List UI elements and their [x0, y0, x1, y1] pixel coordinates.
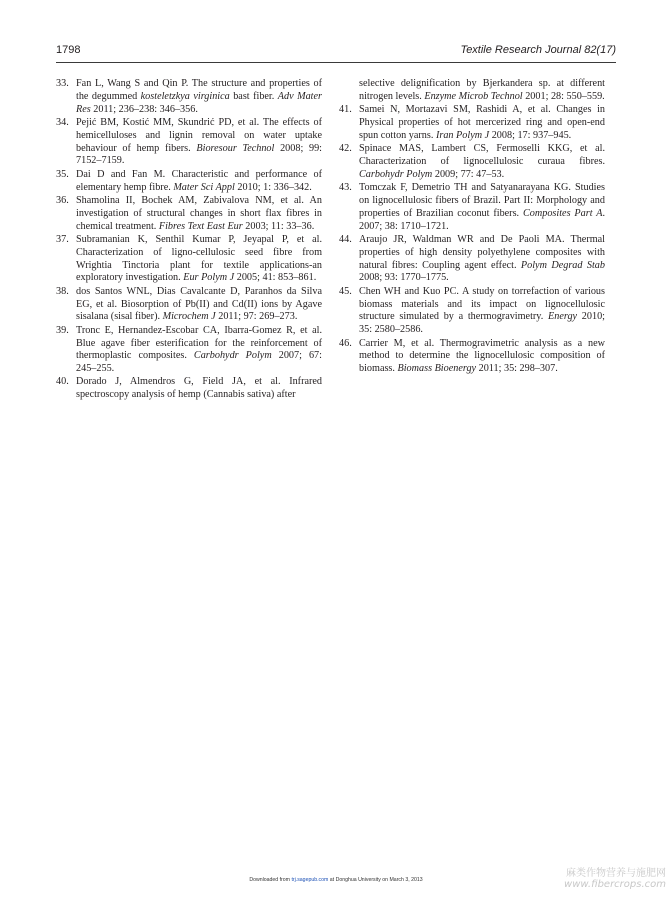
reference-journal: Adv Mater Res — [76, 90, 322, 115]
reference-journal: Carbohydr Polym — [193, 350, 272, 362]
reference-entry — [56, 78, 322, 116]
reference-entry — [339, 182, 605, 233]
reference-text: 2011; 35: 298–307. — [476, 363, 558, 375]
reference-text: . 2007; 38: 1710–1721. — [359, 207, 605, 232]
reference-journal: Carbohydr Polym — [359, 168, 433, 180]
reference-text: selective delignification by Bjerkandera sp. at different nitrogen levels. — [359, 78, 605, 102]
reference-text: Carrier M, et al. Thermogravimetric analysis as a new method to determine the lignocellulosic composition of biomass. — [359, 337, 605, 375]
reference-number: 35. — [56, 168, 69, 180]
page-number: 1798 — [56, 44, 81, 56]
footer-prefix: Downloaded from — [249, 877, 292, 883]
reference-journal: Eur Polym J — [183, 272, 235, 284]
header-rule — [56, 62, 616, 63]
reference-text: 2003; 11: 33–36. — [242, 220, 315, 232]
reference-text: Chen WH and Kuo PC. A study on torrefaction of various biomass materials and its impact on lignocellulosic structure simulated by a thermogravimetry. — [359, 285, 605, 323]
reference-text: Spinace MAS, Lambert CS, Fermoselli KKG, et al. Characterization of lignocellulosic curaua fibres. — [359, 143, 605, 167]
reference-number: 40. — [56, 376, 69, 388]
reference-number: 41. — [339, 104, 352, 116]
reference-text: 2010; 1: 336–342. — [234, 181, 312, 193]
running-header — [56, 44, 616, 60]
reference-entry — [56, 286, 322, 324]
reference-text: 2001; 28: 550–559. — [522, 90, 605, 102]
reference-number: 42. — [339, 143, 352, 155]
reference-entry — [339, 338, 605, 376]
reference-entry — [339, 104, 605, 142]
reference-number: 46. — [339, 337, 352, 349]
reference-journal: Bioresour Technol — [196, 142, 275, 154]
reference-entry — [339, 143, 605, 181]
reference-text: Shamolina II, Bochek AM, Zabivalova NM, et al. An investigation of structural changes in short flax fibres in chemical treatment. — [76, 194, 322, 232]
reference-text: Tronc E, Hernandez-Escobar CA, Ibarra-Gomez R, et al. Blue agave fiber esterification for the reinforcement of thermoplastic composites. — [76, 324, 322, 362]
reference-text: Subramanian K, Senthil Kumar P, Jeyapal P, et al. Characterization of ligno-cellulosic seed fibre from Wrightia Tinctoria plant for textile applications-an exploratory investigation. — [76, 233, 322, 284]
reference-number: 43. — [339, 182, 352, 194]
reference-text: 2010; 35: 2580–2586. — [359, 311, 605, 336]
journal-title: Textile Research Journal 82(17) — [460, 44, 616, 56]
reference-text: 2007; 67: 245–255. — [76, 350, 322, 375]
reference-text: 2008; 99: 7152–7159. — [76, 142, 322, 167]
reference-number: 38. — [56, 285, 69, 297]
reference-number: 36. — [56, 194, 69, 206]
reference-text: Fan L, Wang S and Qin P. The structure and properties of the degummed — [76, 78, 322, 102]
reference-text: Araujo JR, Waldman WR and De Paoli MA. Thermal properties of high density polyethylene composites with natural fibres: Coupling agent effect. — [359, 233, 605, 271]
reference-text: 2008; 17: 937–945. — [489, 129, 572, 141]
reference-text: dos Santos WNL, Dias Cavalcante D, Paranhos da Silva EG, et al. Biosorption of Pb(II) and Cd(II) ions by Agave sisalana (sisal fiber). — [76, 285, 322, 323]
reference-entry — [339, 78, 605, 104]
reference-journal: Polym Degrad Stab — [520, 259, 605, 271]
reference-number: 34. — [56, 116, 69, 128]
reference-number: 37. — [56, 233, 69, 245]
reference-text: Pejić BM, Kostić MM, Skundrić PD, et al. The effects of hemicelluloses and lignin removal on water uptake behaviour of hemp fibers. — [76, 116, 322, 154]
reference-journal: Iran Polym J — [435, 129, 490, 141]
reference-text: Samei N, Mortazavi SM, Rashidi A, et al. Changes in Physical properties of hot mercerized ring and open-end spun cotton yarns. — [359, 104, 605, 141]
footer-link[interactable]: trj.sagepub.com — [291, 877, 329, 883]
reference-entry — [56, 117, 322, 168]
reference-text: 2009; 77: 47–53. — [432, 168, 505, 180]
reference-entry — [56, 234, 322, 285]
reference-journal: Enzyme Microb Technol — [424, 90, 523, 102]
reference-entry — [56, 169, 322, 195]
reference-number: 39. — [56, 324, 69, 336]
reference-journal: Mater Sci Appl — [173, 181, 235, 193]
reference-text: bast fiber. — [229, 90, 278, 102]
reference-journal: Microchem J — [162, 311, 216, 323]
reference-journal: Composites Part A — [522, 207, 603, 219]
reference-text: 2005; 41: 853–861. — [234, 272, 317, 284]
reference-journal: Fibres Text East Eur — [158, 220, 243, 232]
reference-journal: kosteletzkya virginica — [140, 90, 230, 102]
reference-number: 44. — [339, 233, 352, 245]
footer-suffix: at Donghua University on March 3, 2013 — [328, 877, 423, 883]
reference-text: Tomczak F, Demetrio TH and Satyanarayana KG. Studies on lignocellulosic fibers of Brazil. Part II: Morphology and properties of Brazilian coconut fibers. — [359, 182, 605, 219]
watermark-chinese: 麻类作物营养与施肥网 — [566, 868, 666, 879]
reference-entry — [339, 234, 605, 285]
reference-journal: Energy — [548, 311, 578, 323]
reference-number: 45. — [339, 285, 352, 297]
reference-text: Dorado J, Almendros G, Field JA, et al. Infrared spectroscopy analysis of hemp (Cannabis sativa) after — [76, 376, 322, 401]
reference-text: 2011; 97: 269–273. — [215, 311, 298, 323]
references-right-column — [339, 78, 605, 376]
reference-text: 2011; 236–238: 346–356. — [90, 103, 198, 115]
reference-text: Dai D and Fan M. Characteristic and performance of elementary hemp fibre. — [76, 168, 322, 193]
reference-entry — [56, 376, 322, 402]
reference-number: 33. — [56, 78, 69, 89]
reference-text: 2008; 93: 1770–1775. — [359, 272, 449, 284]
reference-entry — [56, 195, 322, 233]
reference-entry — [339, 286, 605, 337]
reference-journal: Biomass Bioenergy — [397, 363, 477, 375]
reference-entry — [56, 325, 322, 376]
watermark-url: www.fibercrops.com — [564, 879, 666, 890]
references-left-column — [56, 78, 322, 403]
site-watermark — [564, 868, 666, 890]
